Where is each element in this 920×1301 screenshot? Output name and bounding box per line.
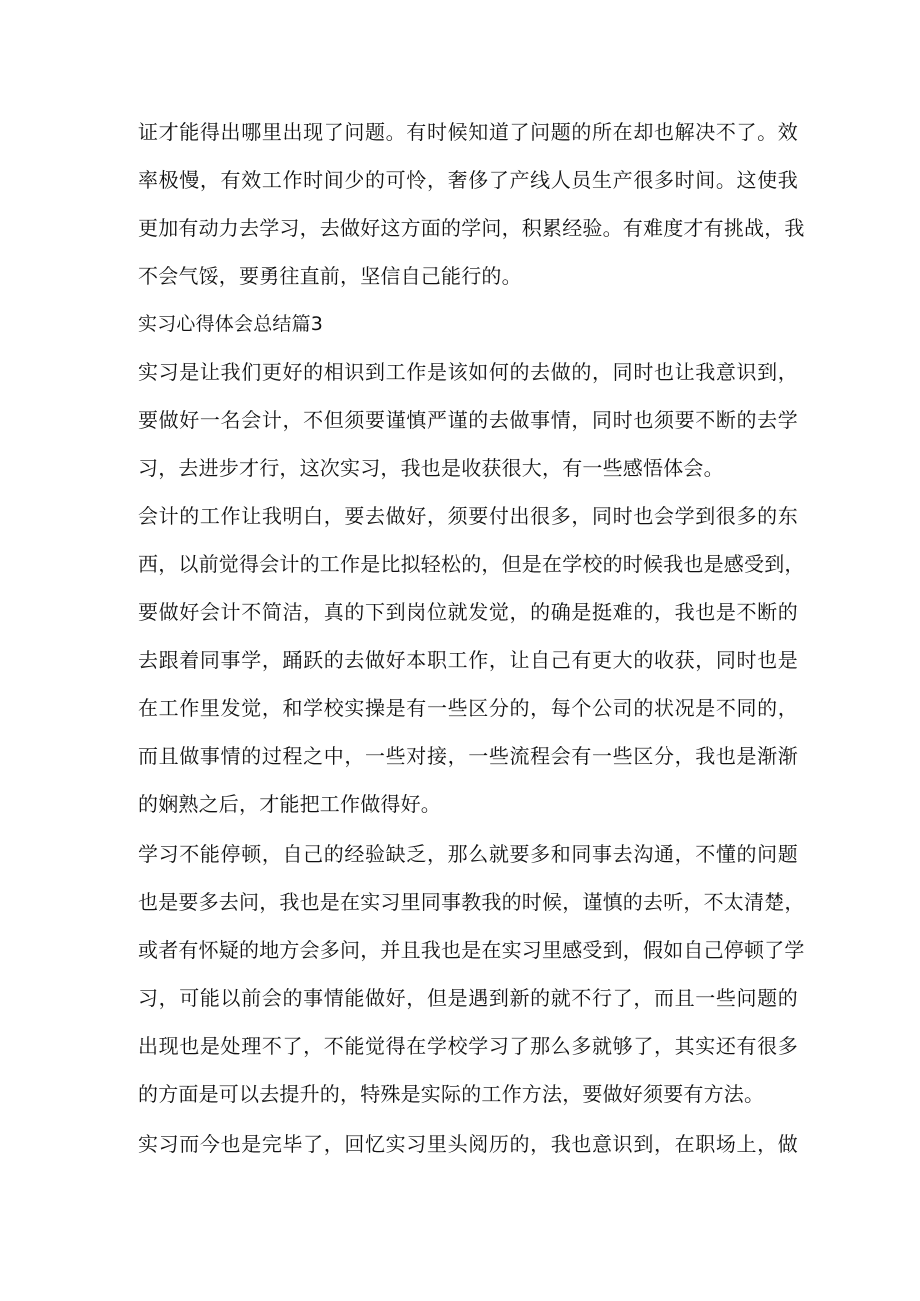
text-line: 会计的工作让我明白，要去做好，须要付出很多，同时也会学到很多的东 [138,504,798,528]
text-line: 实习是让我们更好的相识到工作是该如何的去做的，同时也让我意识到， [138,360,798,384]
text-line: 实习而今也是完毕了，回忆实习里头阅历的，我也意识到，在职场上，做 [138,1132,798,1156]
text-line: 或者有怀疑的地方会多问，并且我也是在实习里感受到，假如自己停顿了学 [138,938,805,962]
section-heading: 实习心得体会总结篇3 [138,313,324,335]
text-line: 西，以前觉得会计的工作是比拟轻松的，但是在学校的时候我也是感受到， [138,552,805,576]
text-line: 不会气馁，要勇往直前，坚信自己能行的。 [138,264,522,288]
text-line: 的方面是可以去提升的，特殊是实际的工作方法，要做好须要有方法。 [138,1082,765,1106]
text-line: 去跟着同事学，踊跃的去做好本职工作，让自己有更大的收获，同时也是 [138,648,798,672]
text-line: 的娴熟之后，才能把工作做得好。 [138,792,441,816]
text-line: 在工作里发觉，和学校实操是有一些区分的，每个公司的状况是不同的， [138,696,798,720]
text-line: 率极慢，有效工作时间少的可怜，奢侈了产线人员生产很多时间。这使我 [138,168,798,192]
text-line: 习，可能以前会的事情能做好，但是遇到新的就不行了，而且一些问题的 [138,986,798,1010]
text-line: 更加有动力去学习，去做好这方面的学问，积累经验。有难度才有挑战，我 [138,216,805,240]
text-line: 也是要多去问，我也是在实习里同事教我的时候，谨慎的去听，不太清楚， [138,890,805,914]
text-line: 要做好会计不简洁，真的下到岗位就发觉，的确是挺难的，我也是不断的 [138,600,798,624]
text-line: 学习不能停顿，自己的经验缺乏，那么就要多和同事去沟通，不懂的问题 [138,842,798,866]
text-line: 而且做事情的过程之中，一些对接，一些流程会有一些区分，我也是渐渐 [138,744,798,768]
text-line: 要做好一名会计，不但须要谨慎严谨的去做事情，同时也须要不断的去学 [138,408,798,432]
text-line: 出现也是处理不了，不能觉得在学校学习了那么多就够了，其实还有很多 [138,1034,798,1058]
text-line: 证才能得出哪里出现了问题。有时候知道了问题的所在却也解决不了。效 [138,120,798,144]
text-line: 习，去进步才行，这次实习，我也是收获很大，有一些感悟体会。 [138,456,724,480]
